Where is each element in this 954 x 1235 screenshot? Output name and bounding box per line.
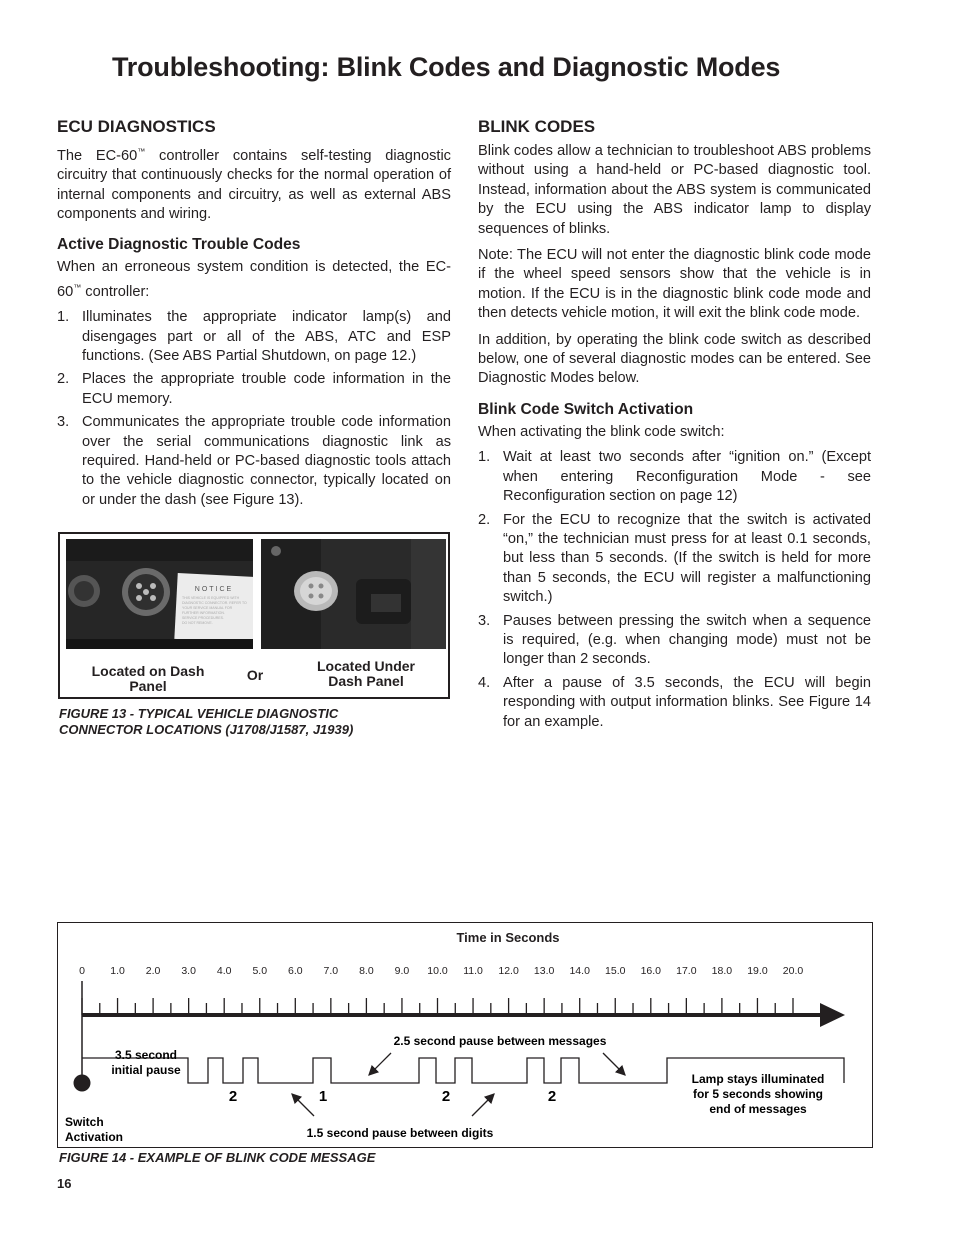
figure-13 xyxy=(58,532,450,699)
tick-label: 13.0 xyxy=(533,965,555,977)
digit-pause-arrow-left-icon xyxy=(292,1094,314,1116)
svg-text:FURTHER INFORMATION.: FURTHER INFORMATION. xyxy=(182,611,225,615)
blink-codes-heading: BLINK CODES xyxy=(478,117,596,136)
dash-panel-label: Located on Dash Panel xyxy=(91,663,205,694)
list-item: 1. Illuminates the appropriate indicator lamp(s) and disengages part or all of the ABS, ATC and ESP functions. (See ABS Partial Shutdown, on page 12.) xyxy=(57,309,451,364)
blink-codes-section xyxy=(478,117,871,736)
tick-label: 10.0 xyxy=(427,965,448,977)
tick-label: 14.0 xyxy=(569,965,590,977)
ecu-diagnostics-section xyxy=(57,117,451,514)
tick-label: 18.0 xyxy=(711,965,733,977)
tick-label: 1.0 xyxy=(110,965,125,977)
digit-label: 2 xyxy=(228,1088,238,1105)
list-item: 1. Wait at least two seconds after “ignition on.” (Except when entering Reconfiguration Mode - see Reconfiguration section on page 12) xyxy=(478,449,871,505)
under-dash-label: Located Under Dash Panel xyxy=(316,658,415,689)
tick-label: 11.0 xyxy=(463,965,483,977)
tick-label: 16.0 xyxy=(640,965,662,977)
tick-label: 17.0 xyxy=(676,965,697,977)
tick-label: 9.0 xyxy=(394,965,410,977)
tick-label: 3.0 xyxy=(181,965,196,977)
tick-marks xyxy=(82,998,793,1015)
list-item: 4. After a pause of 3.5 seconds, the ECU will begin responding with output information blinks. See Figure 14 for an example. xyxy=(478,674,871,730)
tick-label: 7.0 xyxy=(323,965,339,977)
tick-label: 5.0 xyxy=(252,965,268,977)
list-item: 2. For the ECU to recognize that the switch is activated “on,” the technician must press for at least 0.1 seconds, but less than 5 seconds. (If the switch is held for more than 5 seconds, the ECU will register a malfunctioning switch.) xyxy=(478,511,871,606)
ecu-diagnostics-intro: The EC-60™ controller contains self-testing diagnostic circuitry that continuously checks for the normal operation of internal components and circuitry, as well as external ABS components and wiring. xyxy=(57,147,451,223)
notice-label-text: NOTICE xyxy=(194,586,234,593)
page-number: 16 xyxy=(57,1176,72,1191)
blink-codes-p1: Blink codes allow a technician to troubleshoot ABS problems without using a hand-held or PC-based diagnostic tool. Instead, information about the ABS system is communicated by the ECU using the ABS indicator lamp to display sequences of blinks. xyxy=(478,143,871,237)
digit-label: 1 xyxy=(318,1088,328,1105)
figure-14-caption: FIGURE 14 - EXAMPLE OF BLINK CODE MESSAGE xyxy=(59,1150,376,1165)
active-dtc-intro: When an erroneous system condition is detected, the EC-60™ controller: xyxy=(57,259,451,300)
message-pause-arrow-right-icon xyxy=(603,1053,625,1075)
tick-label: 4.0 xyxy=(216,965,232,977)
active-dtc-heading: Active Diagnostic Trouble Codes xyxy=(57,236,301,254)
digit-label: 2 xyxy=(441,1088,451,1105)
lamp-label-1: Lamp stays illuminated xyxy=(691,1072,825,1086)
time-axis-arrow-icon xyxy=(820,1003,845,1027)
message-pause-label: 2.5 second pause between messages xyxy=(393,1034,607,1048)
digit-pause-label: 1.5 second pause between digits xyxy=(306,1126,494,1140)
switch-activation-heading: Blink Code Switch Activation xyxy=(478,400,694,418)
active-dtc-list xyxy=(57,308,451,510)
lamp-label-3: end of messages xyxy=(709,1102,807,1116)
dash-panel-connector-photo xyxy=(66,539,253,649)
tick-label: 8.0 xyxy=(359,965,374,977)
tick-label: 2.0 xyxy=(145,965,161,977)
list-item: 3. Pauses between pressing the switch when a sequence is required, (e.g. when changing mode) must not be longer than 2 seconds. xyxy=(478,612,871,668)
tick-label: 20.0 xyxy=(782,965,804,977)
switch-activation-label-1: Switch xyxy=(65,1115,104,1129)
digit-label: 2 xyxy=(547,1088,557,1105)
initial-pause-label-2: initial pause xyxy=(111,1063,181,1077)
list-item: 2. Places the appropriate trouble code information in the ECU memory. xyxy=(57,371,451,407)
under-dash-connector-photo xyxy=(261,539,446,649)
initial-pause-label-1: 3.5 second xyxy=(114,1048,178,1062)
axis-title: Time in Seconds xyxy=(456,930,560,945)
svg-text:DIAGNOSTIC CONNECTOR. REFER TO: DIAGNOSTIC CONNECTOR. REFER TO xyxy=(182,601,247,605)
svg-text:DO NOT REMOVE.: DO NOT REMOVE. xyxy=(182,621,213,625)
figure-13-caption: FIGURE 13 - TYPICAL VEHICLE DIAGNOSTIC CONNECTOR LOCATIONS (J1708/J1587, J1939) xyxy=(59,706,354,737)
switch-activation-intro: When activating the blink code switch: xyxy=(478,423,725,440)
tick-label: 0 xyxy=(79,965,85,977)
tick-label: 19.0 xyxy=(747,965,768,977)
or-label: Or xyxy=(246,667,264,683)
switch-activation-label-2: Activation xyxy=(65,1130,124,1144)
blink-codes-note: Note: The ECU will not enter the diagnostic blink code mode if the wheel speed sensors show that the vehicle is in motion. If the ECU is in the diagnostic blink code mode and then detects vehicle motion, it will exit the blink code mode. xyxy=(478,247,871,322)
ecu-diagnostics-heading: ECU DIAGNOSTICS xyxy=(57,117,216,136)
message-pause-arrow-left-icon xyxy=(369,1053,391,1075)
figure-14-blink-timeline xyxy=(57,922,873,1148)
tick-labels xyxy=(79,965,803,977)
page-title: Troubleshooting: Blink Codes and Diagnostic Modes xyxy=(112,52,781,82)
list-item: 3. Communicates the appropriate trouble code information over the serial communications diagnostic link as required. Hand-held or PC-based diagnostic tools attach to the vehicle diagnostic connector, typically located on or under the dash (see Figure 13). xyxy=(57,414,451,508)
svg-text:SERVICE PROCEDURES.: SERVICE PROCEDURES. xyxy=(182,616,224,620)
switch-activation-list xyxy=(478,448,871,732)
lamp-label-2: for 5 seconds showing xyxy=(692,1087,824,1101)
tick-label: 12.0 xyxy=(498,965,519,977)
digit-pause-arrow-right-icon xyxy=(472,1094,494,1116)
blink-codes-p3: In addition, by operating the blink code switch as described below, one of several diagnostic modes can be entered. See Diagnostic Modes below. xyxy=(478,331,871,387)
tick-label: 15.0 xyxy=(605,965,626,977)
switch-activation-dot xyxy=(74,1075,91,1092)
svg-text:THIS VEHICLE IS EQUIPPED WITH: THIS VEHICLE IS EQUIPPED WITH xyxy=(182,596,240,600)
svg-text:YOUR SERVICE MANUAL FOR: YOUR SERVICE MANUAL FOR xyxy=(182,606,233,610)
tick-label: 6.0 xyxy=(287,965,303,977)
